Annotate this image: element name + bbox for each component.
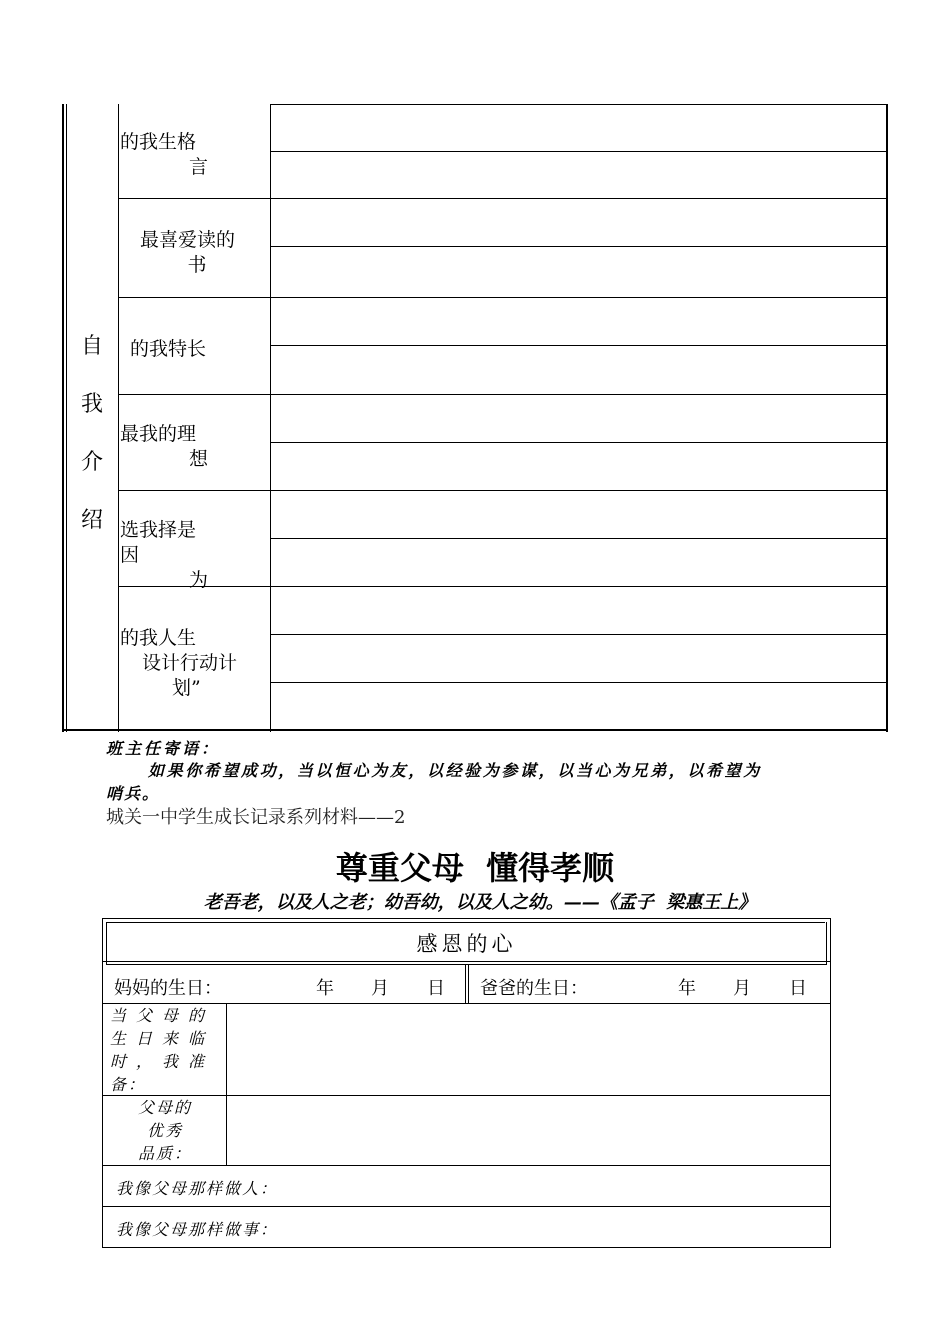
dad-birthday-day: 日 bbox=[789, 978, 807, 999]
teacher-note-label: 班主任寄语： bbox=[106, 739, 221, 758]
side-title-char: 我 bbox=[80, 392, 103, 417]
birthday-prepare-label: 当父母的 生日来临 时，我准 备： bbox=[110, 1006, 215, 1094]
mom-birthday-label: 妈妈的生日： bbox=[114, 978, 222, 999]
dad-birthday-label: 爸爸的生日： bbox=[480, 978, 588, 999]
table-header: 感恩的心 bbox=[416, 932, 517, 956]
mom-birthday-year: 年 bbox=[316, 978, 334, 999]
mom-birthday-day: 日 bbox=[427, 978, 445, 999]
ideal-label: 最我的理 想 bbox=[120, 423, 208, 470]
side-title-char: 介 bbox=[80, 450, 103, 475]
dad-birthday-year: 年 bbox=[678, 978, 696, 999]
section-quote: 老吾老，以及人之老；幼吾幼，以及人之幼。——《孟子 梁惠王上》 bbox=[203, 892, 757, 913]
self-intro-side-title bbox=[70, 318, 114, 550]
teacher-note-text-line1: 如果你希望成功，当以恒心为友，以经验为参谋，以当心为兄弟，以希望为 bbox=[148, 761, 762, 780]
side-title-char: 绍 bbox=[80, 508, 103, 533]
like-parents-work-label: 我像父母那样做事： bbox=[116, 1220, 279, 1239]
parent-qualities-label: 父母的 优秀 品质： bbox=[137, 1098, 192, 1163]
life-plan-label: 的我人生 设计行动计 划” bbox=[120, 627, 238, 699]
specialty-label: 的我特长 bbox=[130, 338, 207, 360]
side-title-char: 自 bbox=[80, 334, 103, 359]
teacher-note-text-line2: 哨兵。 bbox=[106, 784, 161, 803]
favorite-book-label: 最喜爱读的 书 bbox=[140, 229, 236, 276]
mom-birthday-month: 月 bbox=[371, 978, 389, 999]
motto-label: 的我生格 言 bbox=[120, 131, 208, 178]
choice-reason-label: 选我择是因 为 bbox=[120, 519, 208, 591]
dad-birthday-month: 月 bbox=[733, 978, 751, 999]
like-parents-person-label: 我像父母那样做人： bbox=[116, 1179, 279, 1198]
series-caption: 城关一中学生成长记录系列材料——2 bbox=[106, 807, 406, 828]
section-title: 尊重父母 懂得孝顺 bbox=[335, 849, 615, 887]
